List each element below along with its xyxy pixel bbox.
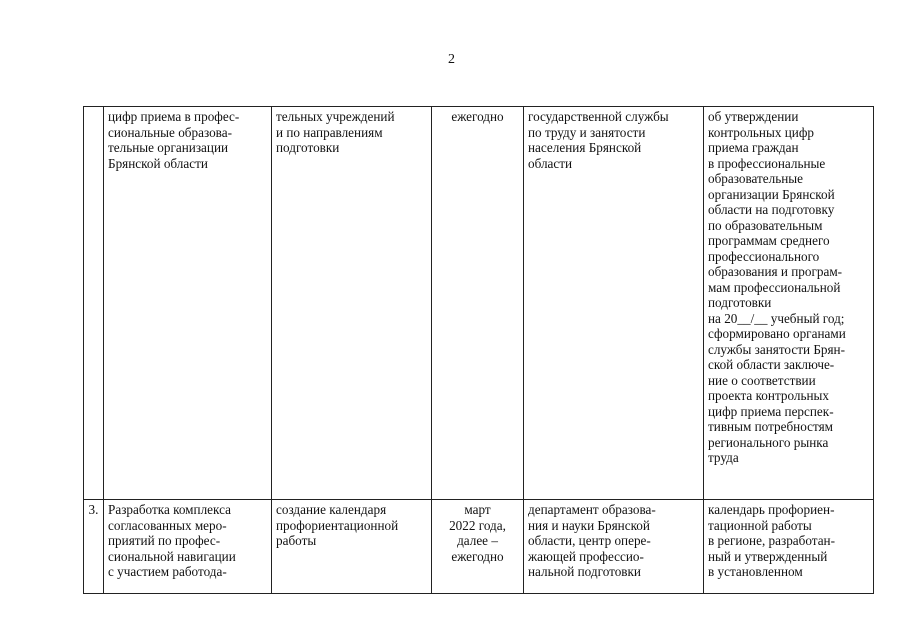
event-cell: цифр приема в профес- сиональные образова- тельные организации Брянской области bbox=[104, 107, 272, 500]
indicator-cell: об утверждении контрольных цифр приема граждан в профессиональные образовательные организации Брянской области на подготовку по образовательным программам среднего профессионального образования и програм- мам профессиональной подготовки на 20__/__ учебный год; сформировано органами службы занятости Брян- ской области заключе- ние о соответствии проекта контрольных цифр приема перспек- тивным потребностям регионального рынка труда bbox=[704, 107, 874, 500]
executor-cell: государственной службы по труду и занятости населения Брянской области bbox=[524, 107, 704, 500]
indicator-cell: календарь профориен- тационной работы в регионе, разработан- ный и утвержденный в установленном bbox=[704, 500, 874, 594]
result-cell: создание календаря профориентационной работы bbox=[272, 500, 432, 594]
table-row bbox=[84, 107, 874, 500]
term-cell: ежегодно bbox=[432, 107, 524, 500]
term-cell: март 2022 года, далее – ежегодно bbox=[432, 500, 524, 594]
table-row bbox=[84, 500, 874, 594]
event-cell: Разработка комплекса согласованных меро- приятий по профес- сиональной навигации с участием работода- bbox=[104, 500, 272, 594]
executor-cell: департамент образова- ния и науки Брянской области, центр опере- жающей профессио- нальной подготовки bbox=[524, 500, 704, 594]
row-number-cell bbox=[84, 107, 104, 500]
result-cell: тельных учреждений и по направлениям подготовки bbox=[272, 107, 432, 500]
page-number: 2 bbox=[448, 52, 455, 67]
row-number-cell: 3. bbox=[84, 500, 104, 594]
plan-table bbox=[83, 106, 874, 594]
